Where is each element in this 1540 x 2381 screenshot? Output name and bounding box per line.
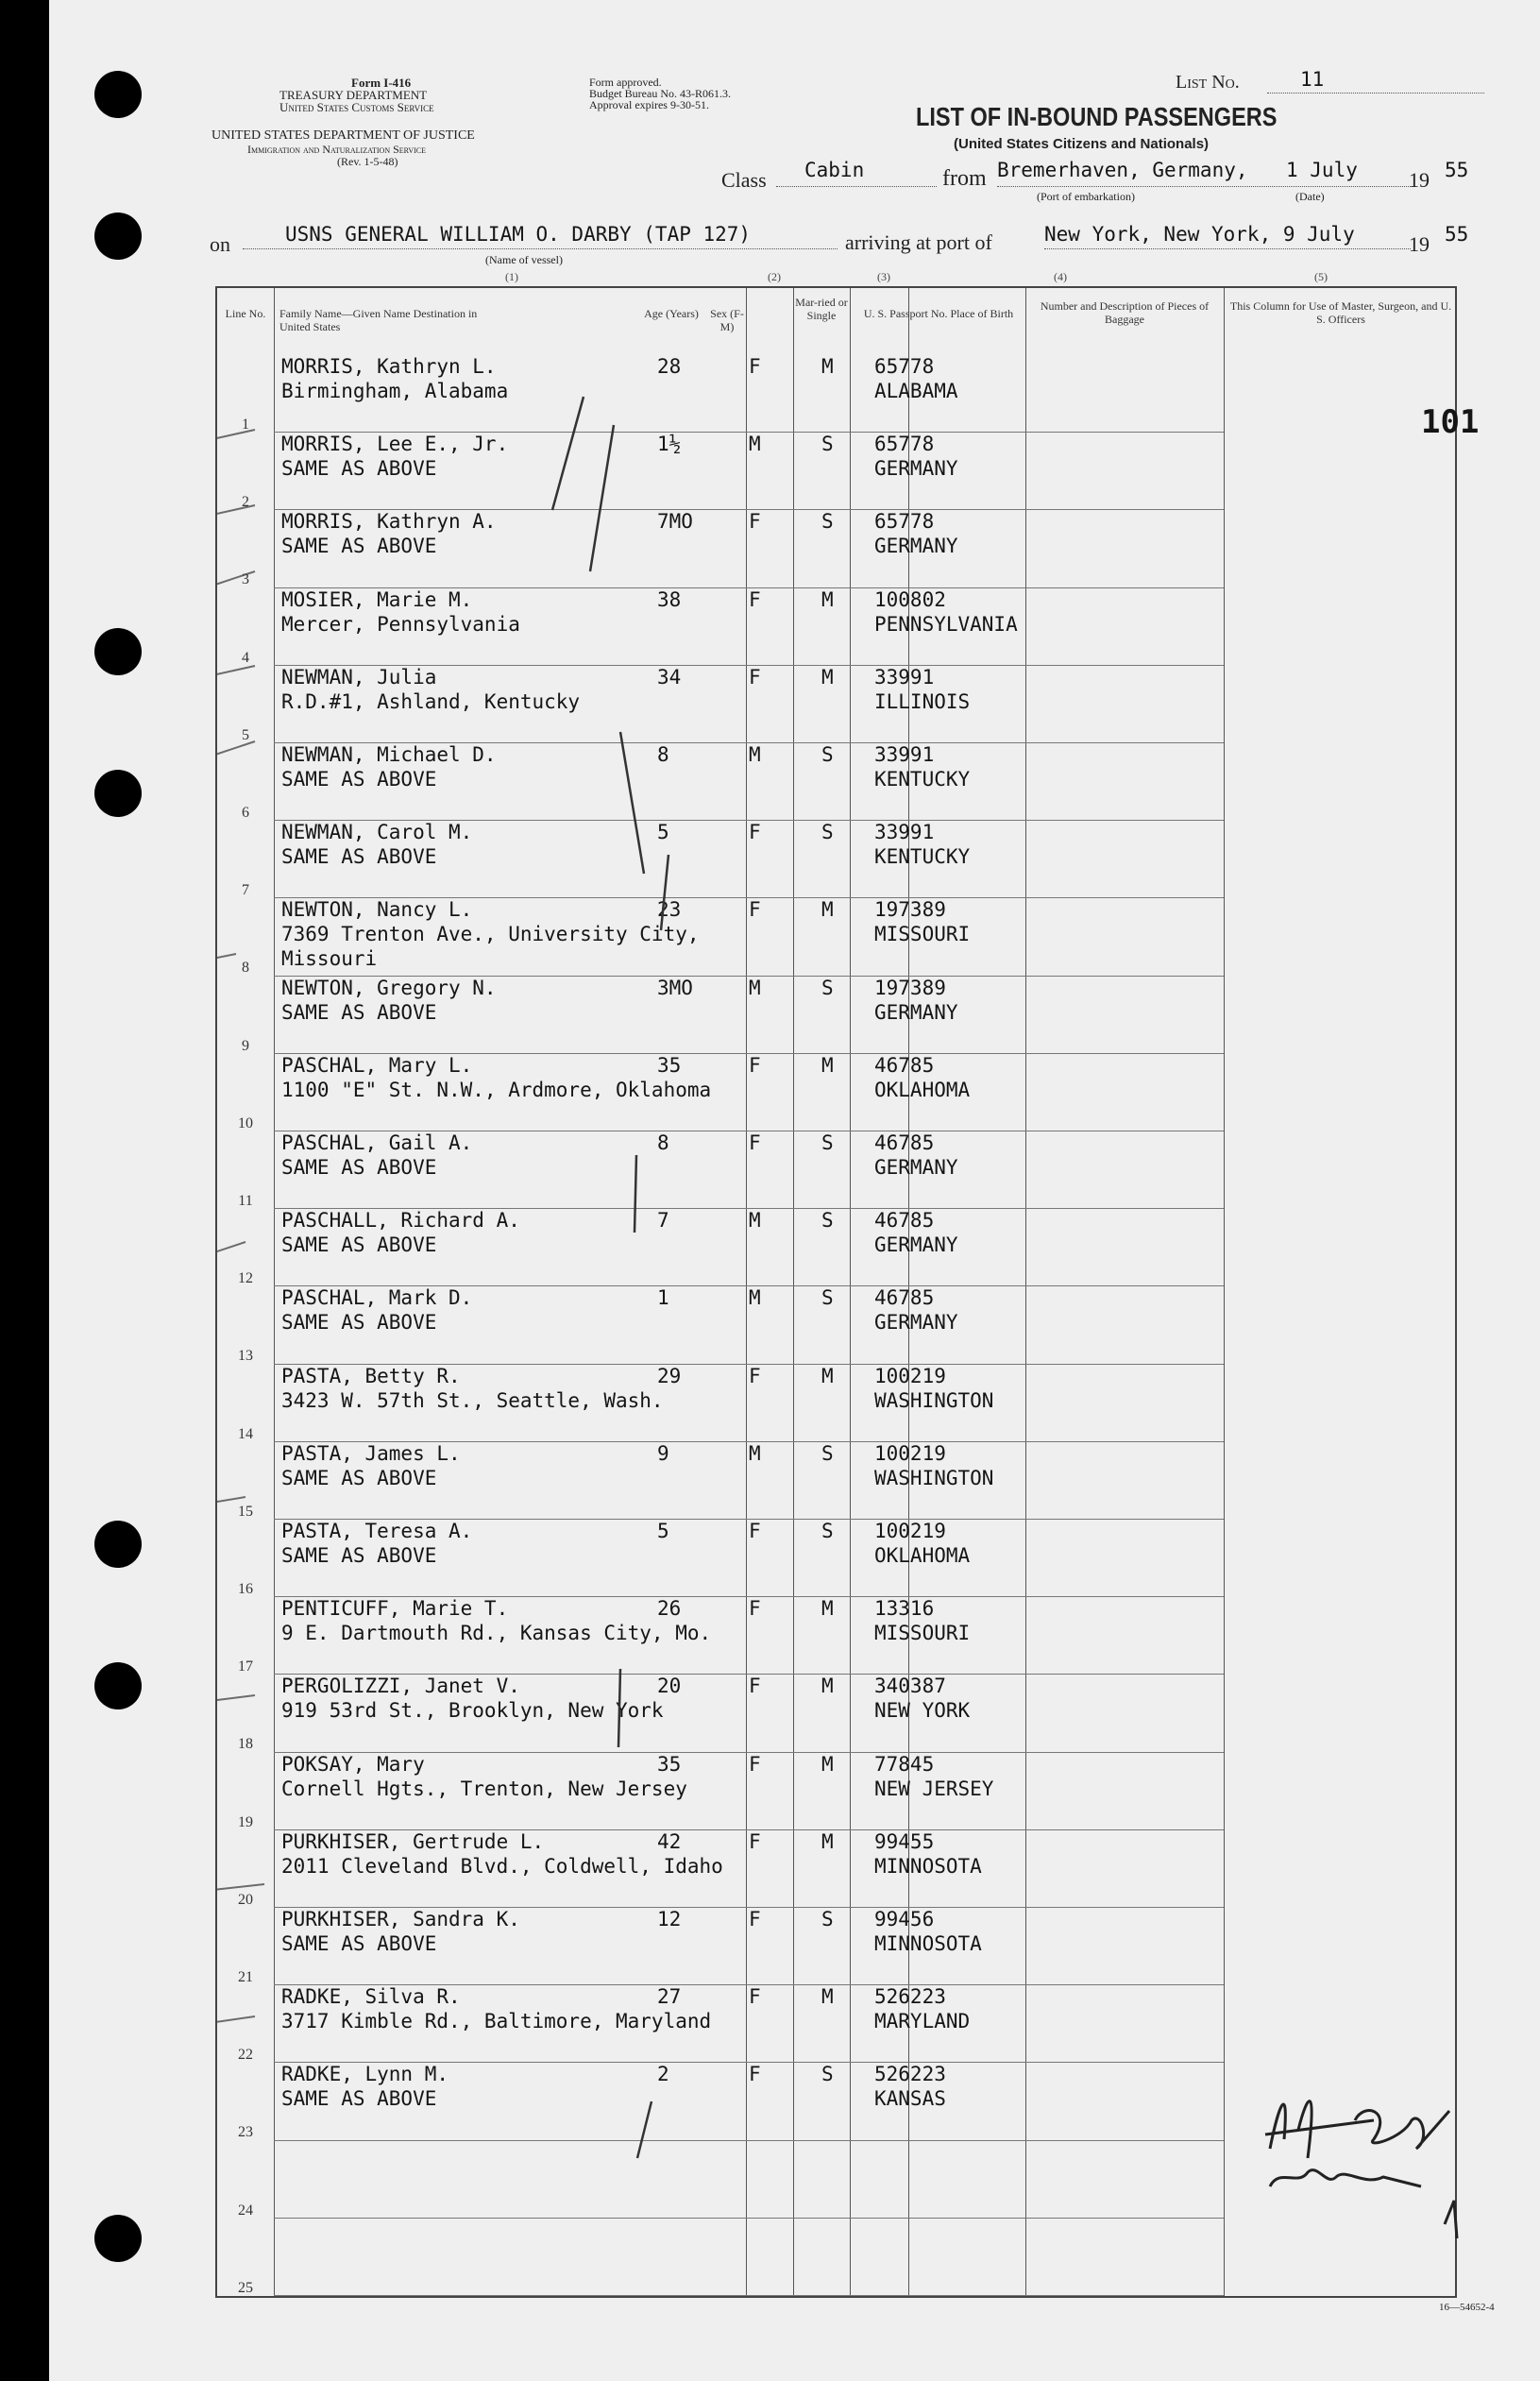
marital-status: S xyxy=(821,433,834,456)
destination: 7369 Trenton Ave., University City, xyxy=(281,923,700,946)
destination: SAME AS ABOVE xyxy=(281,1156,437,1179)
place-of-birth: MINNOSOTA xyxy=(874,1932,982,1955)
sex: F xyxy=(749,510,761,534)
punch-hole xyxy=(94,1662,142,1709)
place-of-birth: GERMANY xyxy=(874,1233,958,1257)
marital-status: M xyxy=(821,1597,834,1621)
class-value: Cabin xyxy=(804,159,865,181)
passenger-name: RADKE, Lynn M. xyxy=(281,2063,449,2086)
port-of-embarkation: Bremerhaven, Germany, xyxy=(997,159,1248,181)
passport-number: 46785 xyxy=(874,1131,935,1154)
marital-status: S xyxy=(821,510,834,534)
embarkation-date: 1 July xyxy=(1286,159,1358,181)
marital-status: S xyxy=(821,1441,834,1465)
passport-number: 526223 xyxy=(874,2063,946,2086)
passenger-name: MOSIER, Marie M. xyxy=(281,587,473,611)
arrival-year: 55 xyxy=(1445,223,1469,246)
passport-number: 46785 xyxy=(874,1286,935,1310)
passport-number: 46785 xyxy=(874,1209,935,1233)
passport-number: 46785 xyxy=(874,1053,935,1077)
line-number: 2 xyxy=(242,494,249,511)
passport-number: 100802 xyxy=(874,587,946,611)
line-number: 22 xyxy=(238,2047,253,2064)
line-number: 23 xyxy=(238,2124,253,2141)
place-of-birth: KANSAS xyxy=(874,2087,946,2111)
passenger-name: RADKE, Silva R. xyxy=(281,1985,461,2009)
marital-status: S xyxy=(821,1908,834,1930)
form-revision: (Rev. 1-5-48) xyxy=(337,155,398,168)
passenger-name: PASTA, Betty R. xyxy=(281,1364,461,1387)
place-of-birth: KENTUCKY xyxy=(874,768,971,791)
destination: 3423 W. 57th St., Seattle, Wash. xyxy=(281,1388,664,1412)
column-number: (5) xyxy=(1314,270,1328,283)
destination: SAME AS ABOVE xyxy=(281,768,437,791)
place-of-birth: PENNSYLVANIA xyxy=(874,612,1018,636)
destination: SAME AS ABOVE xyxy=(281,1466,437,1489)
sex: M xyxy=(749,433,761,456)
age: 9 xyxy=(657,1441,669,1465)
on-label: on xyxy=(210,232,230,256)
sex: F xyxy=(749,1053,761,1077)
marital-status: S xyxy=(821,976,834,999)
destination: Mercer, Pennsylvania xyxy=(281,612,520,636)
destination: R.D.#1, Ashland, Kentucky xyxy=(281,689,581,713)
place-of-birth: GERMANY xyxy=(874,1311,958,1335)
line-number: 1 xyxy=(242,417,249,433)
passenger-name: NEWMAN, Michael D. xyxy=(281,743,497,766)
form-number: Form I-416 xyxy=(351,76,412,90)
date-caption: (Date) xyxy=(1295,190,1325,203)
age: 28 xyxy=(657,355,682,378)
place-of-birth: OKLAHOMA xyxy=(874,1078,971,1101)
destination: 1100 "E" St. N.W., Ardmore, Oklahoma xyxy=(281,1078,712,1101)
passport-number: 99456 xyxy=(874,1908,935,1930)
age: 23 xyxy=(657,898,682,922)
sex: M xyxy=(749,743,761,766)
age: 7 xyxy=(657,1209,669,1233)
passenger-name: POKSAY, Mary xyxy=(281,1752,425,1776)
destination: 3717 Kimble Rd., Baltimore, Maryland xyxy=(281,2010,712,2033)
line-number: 9 xyxy=(242,1037,249,1054)
place-of-birth: ILLINOIS xyxy=(874,689,971,713)
marital-status: M xyxy=(821,355,834,378)
age: 42 xyxy=(657,1829,682,1853)
sex: F xyxy=(749,1752,761,1776)
place-of-birth: GERMANY xyxy=(874,457,958,481)
punch-hole xyxy=(94,770,142,817)
punch-hole xyxy=(94,628,142,675)
line-number: 16 xyxy=(238,1581,253,1597)
passport-number: 197389 xyxy=(874,976,946,999)
place-of-birth: MISSOURI xyxy=(874,1622,971,1645)
passenger-name: PASTA, James L. xyxy=(281,1441,461,1465)
form-title: LIST OF IN-BOUND PASSENGERS xyxy=(916,102,1278,131)
marital-status: M xyxy=(821,1364,834,1387)
marital-status: M xyxy=(821,1985,834,2009)
destination: SAME AS ABOVE xyxy=(281,1000,437,1024)
place-of-birth: MINNOSOTA xyxy=(874,1854,982,1878)
vessel-name: USNS GENERAL WILLIAM O. DARBY (TAP 127) xyxy=(285,223,752,246)
col-line-no: Line No. xyxy=(225,307,266,320)
marital-status: M xyxy=(821,1752,834,1776)
sex: F xyxy=(749,1829,761,1853)
line-number: 8 xyxy=(242,960,249,977)
age: 35 xyxy=(657,1752,682,1776)
passport-number: 99455 xyxy=(874,1829,935,1853)
destination: SAME AS ABOVE xyxy=(281,1544,437,1567)
destination: SAME AS ABOVE xyxy=(281,845,437,869)
destination: SAME AS ABOVE xyxy=(281,2087,437,2111)
sex: F xyxy=(749,1364,761,1387)
passenger-name: PURKHISER, Sandra K. xyxy=(281,1908,520,1930)
age: 12 xyxy=(657,1908,682,1930)
marital-status: M xyxy=(821,1053,834,1077)
destination: SAME AS ABOVE xyxy=(281,535,437,558)
age: 34 xyxy=(657,665,682,689)
destination: 9 E. Dartmouth Rd., Kansas City, Mo. xyxy=(281,1622,712,1645)
passenger-name: NEWMAN, Julia xyxy=(281,665,437,689)
passenger-name: PENTICUFF, Marie T. xyxy=(281,1597,509,1621)
place-of-birth: KENTUCKY xyxy=(874,845,971,869)
line-number: 4 xyxy=(242,649,249,666)
sex: F xyxy=(749,1131,761,1154)
destination: SAME AS ABOVE xyxy=(281,1932,437,1955)
age: 5 xyxy=(657,1520,669,1542)
age: 38 xyxy=(657,587,682,611)
passenger-name: MORRIS, Kathryn A. xyxy=(281,510,497,534)
year-prefix: 19 xyxy=(1409,168,1430,192)
passport-number: 100219 xyxy=(874,1364,946,1387)
punch-hole xyxy=(94,1521,142,1568)
embarkation-year: 55 xyxy=(1445,159,1469,181)
place-of-birth: OKLAHOMA xyxy=(874,1544,971,1567)
approval-line-1: Form approved. xyxy=(589,76,662,89)
place-of-birth: WASHINGTON xyxy=(874,1388,994,1412)
passenger-name: PASCHAL, Mary L. xyxy=(281,1053,473,1077)
column-number: (1) xyxy=(505,270,518,283)
marital-status: S xyxy=(821,1209,834,1233)
age: 8 xyxy=(657,1131,669,1154)
place-of-birth: NEW YORK xyxy=(874,1699,971,1723)
passport-number: 65778 xyxy=(874,433,935,456)
footer-code: 16—54652-4 xyxy=(1439,2302,1495,2313)
punch-hole xyxy=(94,213,142,260)
col-baggage: Number and Description of Pieces of Baggage xyxy=(1040,299,1210,326)
marital-status: M xyxy=(821,898,834,922)
col-passport-birth: U. S. Passport No. Place of Birth xyxy=(863,307,1014,320)
sex: F xyxy=(749,355,761,378)
sex: M xyxy=(749,976,761,999)
passport-number: 65778 xyxy=(874,510,935,534)
passport-number: 526223 xyxy=(874,1985,946,2009)
arrival-year-prefix: 19 xyxy=(1409,232,1430,256)
age: 3MO xyxy=(657,976,693,999)
place-of-birth: GERMANY xyxy=(874,1156,958,1179)
age: 1½ xyxy=(657,433,682,456)
list-number: 11 xyxy=(1300,68,1325,91)
col-name-destination: Family Name—Given Name Destination in United States xyxy=(279,307,478,333)
line-number: 19 xyxy=(238,1813,253,1830)
line-number: 21 xyxy=(238,1969,253,1985)
line-number: 11 xyxy=(238,1193,253,1209)
class-label: Class xyxy=(721,168,767,192)
age: 2 xyxy=(657,2063,669,2086)
marital-status: M xyxy=(821,1675,834,1698)
destination: SAME AS ABOVE xyxy=(281,1233,437,1257)
col-sex: Sex (F-M) xyxy=(710,307,744,333)
line-number: 15 xyxy=(238,1503,253,1520)
col-officers: This Column for Use of Master, Surgeon, and U. S. Officers xyxy=(1229,299,1452,326)
from-label: from xyxy=(942,166,987,191)
sex: F xyxy=(749,2063,761,2086)
punch-hole xyxy=(94,71,142,118)
sex: M xyxy=(749,1441,761,1465)
place-of-birth: MISSOURI xyxy=(874,923,971,946)
passenger-name: NEWTON, Gregory N. xyxy=(281,976,497,999)
destination: SAME AS ABOVE xyxy=(281,1311,437,1335)
marital-status: S xyxy=(821,1520,834,1542)
destination: Cornell Hgts., Trenton, New Jersey xyxy=(281,1777,687,1800)
passport-number: 77845 xyxy=(874,1752,935,1776)
sex: F xyxy=(749,587,761,611)
age: 8 xyxy=(657,743,669,766)
marital-status: M xyxy=(821,587,834,611)
line-number: 7 xyxy=(242,882,249,899)
column-number: (3) xyxy=(877,270,890,283)
passport-number: 33991 xyxy=(874,821,935,844)
passenger-name: NEWTON, Nancy L. xyxy=(281,898,473,922)
column-number: (2) xyxy=(768,270,781,283)
line-number: 3 xyxy=(242,571,249,588)
sex: F xyxy=(749,1597,761,1621)
place-of-birth: GERMANY xyxy=(874,1000,958,1024)
sex: F xyxy=(749,821,761,844)
passenger-name: MORRIS, Kathryn L. xyxy=(281,355,497,378)
sex: F xyxy=(749,1908,761,1930)
passport-number: 100219 xyxy=(874,1441,946,1465)
punch-hole xyxy=(94,2215,142,2262)
approval-line-2: Budget Bureau No. 43-R061.3. xyxy=(589,87,731,100)
place-of-birth: GERMANY xyxy=(874,535,958,558)
passenger-name: PASCHALL, Richard A. xyxy=(281,1209,520,1233)
line-number: 20 xyxy=(238,1891,253,1908)
passport-number: 33991 xyxy=(874,665,935,689)
age: 20 xyxy=(657,1675,682,1698)
passenger-name: PASTA, Teresa A. xyxy=(281,1520,473,1542)
passport-number: 100219 xyxy=(874,1520,946,1542)
approval-line-3: Approval expires 9-30-51. xyxy=(589,98,709,111)
sex: M xyxy=(749,1286,761,1310)
age: 35 xyxy=(657,1053,682,1077)
passport-number: 197389 xyxy=(874,898,946,922)
age: 7MO xyxy=(657,510,693,534)
marital-status: S xyxy=(821,821,834,844)
line-number: 5 xyxy=(242,726,249,743)
col-age: Age (Years) xyxy=(644,307,699,320)
treasury-dept: TREASURY DEPARTMENT xyxy=(279,88,428,102)
sex: F xyxy=(749,898,761,922)
age: 26 xyxy=(657,1597,682,1621)
line-number: 25 xyxy=(238,2279,253,2296)
line-number: 13 xyxy=(238,1348,253,1365)
row-divider xyxy=(274,2218,1224,2219)
row-divider xyxy=(274,2295,1224,2296)
sex: F xyxy=(749,665,761,689)
age: 27 xyxy=(657,1985,682,2009)
destination: Birmingham, Alabama xyxy=(281,380,509,402)
passport-number: 340387 xyxy=(874,1675,946,1698)
sex: M xyxy=(749,1209,761,1233)
marital-status: S xyxy=(821,1286,834,1310)
passport-number: 65778 xyxy=(874,355,935,378)
col-married-single: Mar-ried or Single xyxy=(795,296,848,322)
destination: SAME AS ABOVE xyxy=(281,457,437,481)
passenger-name: PASCHAL, Gail A. xyxy=(281,1131,473,1154)
manifest-page xyxy=(49,0,1540,2381)
marital-status: S xyxy=(821,743,834,766)
place-of-birth: MARYLAND xyxy=(874,2010,971,2033)
passenger-table xyxy=(215,286,1480,2298)
page-stamp: 101 xyxy=(1421,403,1480,441)
passenger-name: PURKHISER, Gertrude L. xyxy=(281,1829,545,1853)
line-number: 14 xyxy=(238,1425,253,1442)
line-number: 12 xyxy=(238,1270,253,1287)
sex: F xyxy=(749,1675,761,1698)
sex: F xyxy=(749,1520,761,1542)
vessel-caption: (Name of vessel) xyxy=(485,253,563,266)
passport-number: 33991 xyxy=(874,743,935,766)
passenger-name: NEWMAN, Carol M. xyxy=(281,821,473,844)
marital-status: S xyxy=(821,2063,834,2086)
age: 29 xyxy=(657,1364,682,1387)
marital-status: M xyxy=(821,665,834,689)
arrival-port: New York, New York, 9 July xyxy=(1044,223,1355,246)
age: 1 xyxy=(657,1286,669,1310)
place-of-birth: ALABAMA xyxy=(874,380,958,402)
list-number-label: List No. xyxy=(1176,72,1240,93)
passenger-name: MORRIS, Lee E., Jr. xyxy=(281,433,509,456)
place-of-birth: WASHINGTON xyxy=(874,1466,994,1489)
line-number: 17 xyxy=(238,1658,253,1675)
line-number: 6 xyxy=(242,805,249,821)
justice-dept: UNITED STATES DEPARTMENT OF JUSTICE xyxy=(212,128,475,143)
form-subtitle: (United States Citizens and Nationals) xyxy=(954,136,1210,152)
marital-status: M xyxy=(821,1829,834,1853)
officer-signature xyxy=(1242,2045,1487,2253)
port-caption: (Port of embarkation) xyxy=(1037,190,1135,203)
column-number: (4) xyxy=(1054,270,1067,283)
ins-service: Immigration and Naturalization Service xyxy=(247,143,427,156)
passenger-name: PASCHAL, Mark D. xyxy=(281,1286,473,1310)
line-number: 10 xyxy=(238,1114,253,1131)
destination: 919 53rd St., Brooklyn, New York xyxy=(281,1699,664,1723)
customs-service: United States Customs Service xyxy=(279,100,434,114)
destination-cont: Missouri xyxy=(281,947,378,971)
destination: 2011 Cleveland Blvd., Coldwell, Idaho xyxy=(281,1854,723,1878)
line-number: 24 xyxy=(238,2202,253,2219)
age: 5 xyxy=(657,821,669,844)
sex: F xyxy=(749,1985,761,2009)
passport-number: 13316 xyxy=(874,1597,935,1621)
place-of-birth: NEW JERSEY xyxy=(874,1777,994,1800)
row-divider xyxy=(274,2140,1224,2141)
arriving-label: arriving at port of xyxy=(845,230,992,254)
line-number: 18 xyxy=(238,1736,253,1753)
marital-status: S xyxy=(821,1131,834,1154)
passenger-name: PERGOLIZZI, Janet V. xyxy=(281,1675,520,1698)
